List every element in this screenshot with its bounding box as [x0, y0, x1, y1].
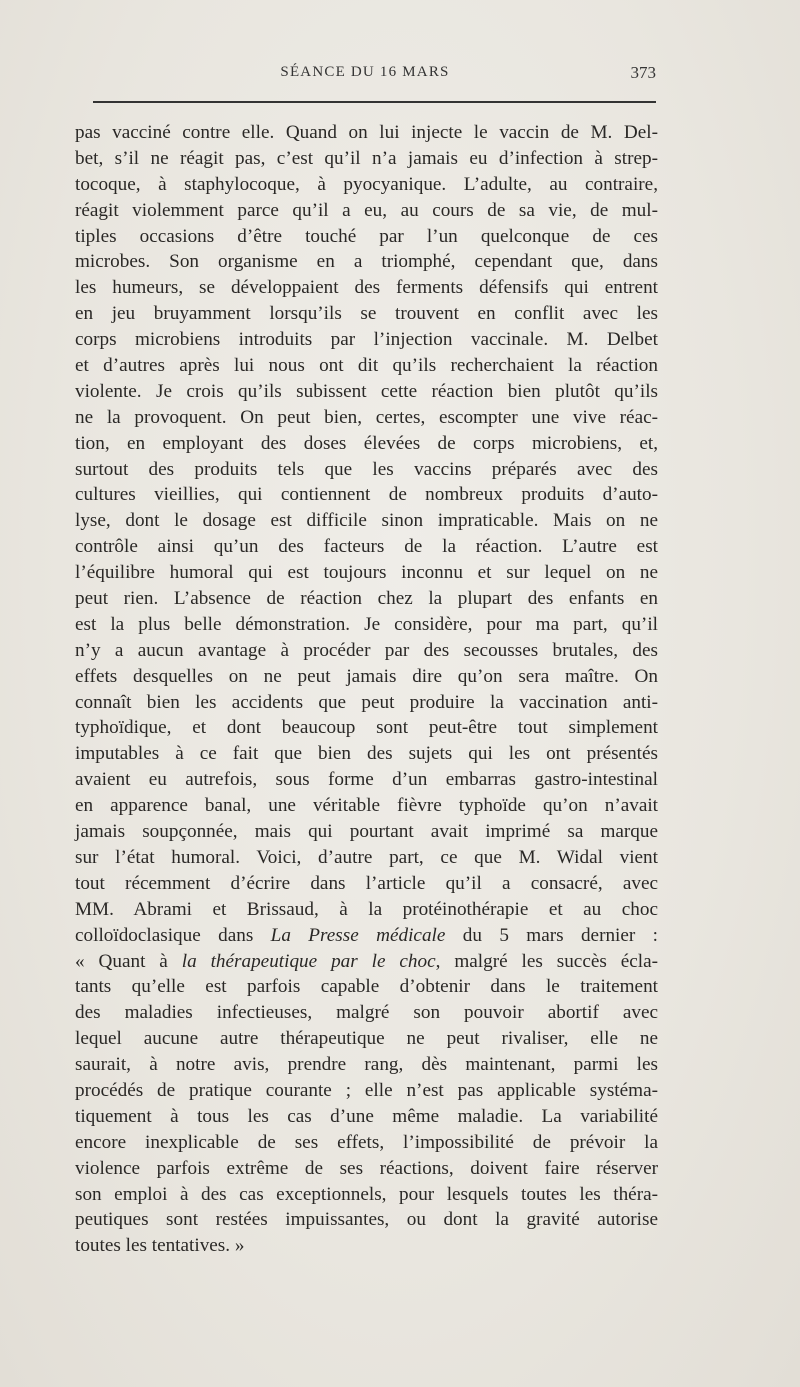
text-line: avaient eu autrefois, sous forme d’un embarras gastro-intestinal — [75, 769, 658, 791]
text-line: les humeurs, se développaient des ferments défensifs qui entrent — [75, 277, 658, 299]
text-line: saurait, à notre avis, prendre rang, dès maintenant, parmi les — [75, 1054, 658, 1076]
text-line: en jeu bruyamment lorsqu’ils se trouvent en conflit avec les — [75, 303, 658, 325]
body-text — [75, 120, 658, 1259]
running-head: SÉANCE DU 16 MARS — [280, 64, 450, 80]
text-line: tiquement à tous les cas d’une même maladie. La variabilité — [75, 1105, 658, 1127]
italic-text: La Presse médicale — [270, 924, 446, 946]
text-line: typhoïdique, et dont beaucoup sont peut-être tout simplement — [75, 717, 658, 739]
text-line: surtout des produits tels que les vaccins préparés avec des — [75, 458, 658, 480]
text-line: cultures vieillies, qui contiennent de nombreux produits d’auto- — [75, 484, 658, 506]
text-line: tants qu’elle est parfois capable d’obtenir dans le traitement — [75, 976, 658, 998]
text-line: microbes. Son organisme en a triomphé, cependant que, dans — [75, 251, 658, 273]
text-segment: , malgré les succès écla- — [435, 950, 659, 972]
text-line: toutes les tentatives. » — [75, 1235, 245, 1257]
text-line: tocoque, à staphylocoque, à pyocyanique. L’adulte, au contraire, — [75, 173, 658, 195]
text-line: réagit violemment parce qu’il a eu, au cours de sa vie, de mul- — [75, 199, 658, 221]
italic-text: la thérapeutique par le choc — [181, 950, 436, 972]
text-line: contrôle ainsi qu’un des facteurs de la réaction. L’autre est — [75, 536, 658, 558]
text-segment: « Quant à — [75, 950, 182, 972]
text-line — [75, 923, 658, 949]
text-line: effets desquelles on ne peut jamais dire qu’on sera maître. On — [75, 665, 658, 687]
page-number: 373 — [630, 63, 656, 82]
text-segment: du 5 mars dernier : — [445, 924, 658, 946]
text-segment: colloïdoclasique dans — [75, 924, 271, 946]
text-line: tion, en employant des doses élevées de corps microbiens, et, — [75, 432, 658, 454]
text-line: et d’autres après lui nous ont dit qu’ils recherchaient la réaction — [75, 355, 658, 377]
text-line: connaît bien les accidents que peut produire la vaccination anti- — [75, 691, 658, 713]
text-line: peut rien. L’absence de réaction chez la plupart des enfants en — [75, 588, 658, 610]
text-line: corps microbiens introduits par l’injection vaccinale. M. Delbet — [75, 329, 658, 351]
text-line: n’y a aucun avantage à procéder par des secousses brutales, des — [75, 639, 658, 661]
text-line: pas vacciné contre elle. Quand on lui injecte le vaccin de M. Del- — [75, 122, 658, 143]
page-header — [74, 64, 656, 88]
text-line: ne la provoquent. On peut bien, certes, escompter une vive réac- — [75, 406, 658, 428]
text-line: des maladies infectieuses, malgré son pouvoir abortif avec — [75, 1002, 658, 1024]
text-line: lyse, dont le dosage est difficile sinon impraticable. Mais on ne — [75, 510, 658, 532]
text-line: encore inexplicable de ses effets, l’impossibilité de prévoir la — [75, 1131, 658, 1153]
text-line: l’équilibre humoral qui est toujours inconnu et sur lequel on ne — [75, 562, 658, 584]
header-rule — [93, 101, 656, 103]
text-line — [75, 949, 658, 975]
text-line: bet, s’il ne réagit pas, c’est qu’il n’a jamais eu d’infection à strep- — [75, 147, 658, 169]
text-line: tout récemment d’écrire dans l’article qu’il a consacré, avec — [75, 872, 658, 894]
text-line: en apparence banal, une véritable fièvre typhoïde qu’on n’avait — [75, 795, 658, 817]
text-line: son emploi à des cas exceptionnels, pour lesquels toutes les théra- — [75, 1183, 658, 1205]
text-line: sur l’état humoral. Voici, d’autre part, ce que M. Widal vient — [75, 846, 658, 868]
text-line: jamais soupçonnée, mais qui pourtant avait imprimé sa marque — [75, 821, 658, 843]
text-line: tiples occasions d’être touché par l’un quelconque de ces — [75, 225, 658, 247]
text-line: violence parfois extrême de ses réactions, doivent faire réserver — [75, 1157, 658, 1179]
text-line: est la plus belle démonstration. Je considère, pour ma part, qu’il — [75, 613, 658, 635]
text-line: imputables à ce fait que bien des sujets qui les ont présentés — [75, 743, 658, 765]
text-line: violente. Je crois qu’ils subissent cette réaction bien plutôt qu’ils — [75, 380, 658, 402]
text-line: lequel aucune autre thérapeutique ne peut rivaliser, elle ne — [75, 1028, 658, 1050]
text-line: peutiques sont restées impuissantes, ou dont la gravité autorise — [75, 1209, 658, 1231]
text-line: MM. Abrami et Brissaud, à la protéinothérapie et au choc — [75, 898, 658, 920]
text-line: procédés de pratique courante ; elle n’est pas applicable systéma- — [75, 1079, 658, 1101]
